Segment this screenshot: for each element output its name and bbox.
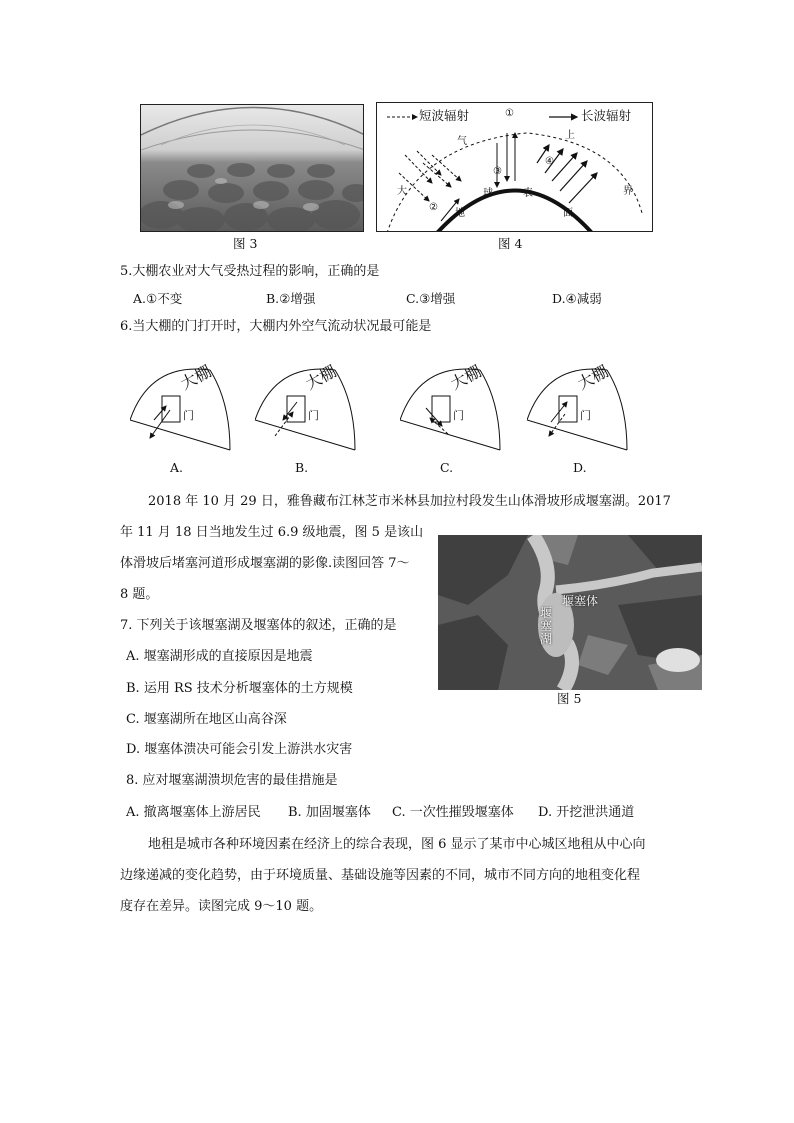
q6-a-greenhouse-label: 大棚 [177,361,215,394]
q6-d-door-label: 门 [580,409,591,422]
fig5-label-dam-body: 堰塞体 [562,594,599,608]
passage1-line1: 2018 年 10 月 29 日，雅鲁藏布江林芝市米林县加拉村段发生山体滑坡形成堰塞湖。2017 [148,494,671,509]
label-shang: 上 [565,130,575,141]
q6-d-greenhouse-label: 大棚 [574,361,612,394]
q5-option-d: D.④减弱 [552,291,602,306]
figure-4-caption: 图 4 [498,236,523,251]
legend-short-wave: 短波辐射 [419,108,470,123]
q6-c-door-label: 门 [453,409,464,422]
q8-option-c: C. 一次性摧毁堰塞体 [392,805,514,820]
label-1: ① [505,108,514,119]
q8-option-b: B. 加固堰塞体 [288,805,371,820]
legend-long-wave: 长波辐射 [581,108,632,123]
passage2-line1: 地租是城市各种环境因素在经济上的综合表现，图 6 显示了某市中心城区地租从中心向 [148,837,646,852]
q7-option-a: A. 堰塞湖形成的直接原因是地震 [126,649,313,664]
label-biao: 表 [523,188,533,199]
label-qi: 气 [457,136,467,147]
q7-option-d: D. 堰塞体溃决可能会引发上游洪水灾害 [126,742,353,757]
passage1-line3: 体滑坡后堵塞河道形成堰塞湖的影像.读图回答 7～ [120,556,410,571]
label-4: ④ [545,156,554,167]
q6-b-door-label: 门 [308,409,319,422]
q6-option-b: B. [295,460,309,475]
q8-option-d: D. 开挖泄洪通道 [538,805,635,820]
fig5-label-lake: 堰塞湖 [540,606,553,646]
q8-stem: 8. 应对堰塞湖溃坝危害的最佳措施是 [126,773,338,788]
q6-option-a: A. [170,460,184,475]
figure-5-caption: 图 5 [557,691,582,706]
label-2: ② [429,202,438,213]
passage1-line2: 年 11 月 18 日当地发生过 6.9 级地震，图 5 是该山 [120,525,424,540]
label-jie: 界 [623,186,633,197]
landslide-satellite-image [438,535,702,690]
greenhouse-photo [140,104,364,232]
passage2-line3: 度存在差异。读图完成 9～10 题。 [120,899,323,914]
label-di: 地 [455,208,465,219]
label-mian: 面 [563,208,573,219]
q5-option-a: A.①不变 [133,291,183,306]
q6-stem: 6.当大棚的门打开时，大棚内外空气流动状况最可能是 [120,319,432,334]
passage1-line4: 8 题。 [120,587,159,602]
q7-stem: 7. 下列关于该堰塞湖及堰塞体的叙述，正确的是 [120,618,397,633]
figure-3-caption: 图 3 [233,236,258,251]
q6-a-door-label: 门 [183,409,194,422]
label-3: ③ [493,166,502,177]
q5-stem: 5.大棚农业对大气受热过程的影响，正确的是 [120,264,380,279]
q6-c-greenhouse-label: 大棚 [447,361,485,394]
q6-option-d: D. [573,460,587,475]
atmosphere-heating-diagram [376,102,653,232]
q8-option-a: A. 撤离堰塞体上游居民 [126,805,261,820]
q7-option-b: B. 运用 RS 技术分析堰塞体的土方规模 [126,681,353,696]
q6-option-c: C. [440,460,454,475]
q6-b-greenhouse-label: 大棚 [302,361,340,394]
q5-option-b: B.②增强 [266,291,316,306]
q5-option-c: C.③增强 [406,291,456,306]
passage2-line2: 边缘递减的变化趋势，由于环境质量、基础设施等因素的不同，城市不同方向的地租变化程 [120,868,641,883]
label-qiu: 球 [483,188,493,199]
label-da: 大 [397,186,407,197]
q7-option-c: C. 堰塞湖所在地区山高谷深 [126,712,287,727]
